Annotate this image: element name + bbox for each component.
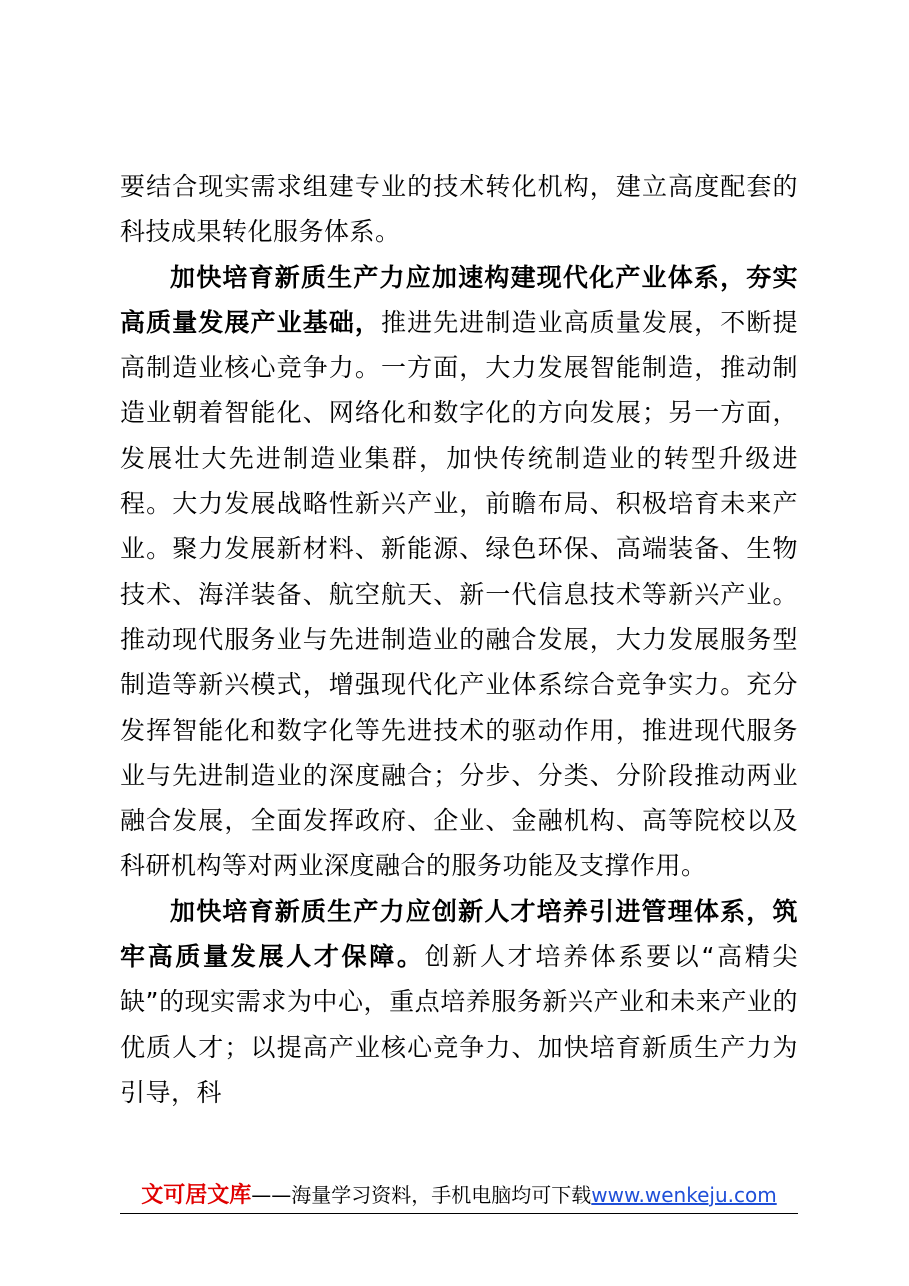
paragraph-lead: 加快培育新质生产力应创新人才培养引进管理体系，筑牢高质量发展人才保障。 <box>120 896 798 972</box>
footer-line <box>120 1180 798 1211</box>
page-footer <box>120 1180 798 1214</box>
paragraph-talent-system <box>120 889 798 1115</box>
footer-divider <box>120 1213 798 1214</box>
footer-brand: 文可居文库 <box>141 1183 252 1208</box>
paragraph-text: 推进先进制造业高质量发展，不断提高制造业核心竞争力。一方面，大力发展智能制造，推动制造业朝着智能化、网络化和数字化的方向发展；另一方面，发展壮大先进制造业集群，加快传统制造业的转型升级进程。大力发展战略性新兴产业，前瞻布局、积极培育未来产业。聚力发展新材料、新能源、绿色环保、高端装备、生物技术、海洋装备、航空航天、新一代信息技术等新兴产业。推动现代服务业与先进制造业的融合发展，大力发展服务型制造等新兴模式，增强现代化产业体系综合竞争实力。充分发挥智能化和数字化等先进技术的驱动作用，推进现代服务业与先进制造业的深度融合；分步、分类、分阶段推动两业融合发展，全面发挥政府、企业、金融机构、高等院校以及科研机构等对两业深度融合的服务功能及支撑作用。 <box>120 307 798 881</box>
paragraph-text: 要结合现实需求组建专业的技术转化机构，建立高度配套的科技成果转化服务体系。 <box>120 172 798 247</box>
footer-slogan: ——海量学习资料，手机电脑均可下载 <box>251 1183 592 1207</box>
paragraph-lead: 加快培育新质生产力应加速构建现代化产业体系，夯实高质量发展产业基础， <box>120 262 798 337</box>
paragraph-text: 创新人才培养体系要以“高精尖缺”的现实需求为中心，重点培养服务新兴产业和未来产业的优质人才；以提高产业核心竞争力、加快培育新质生产力为引导，科 <box>120 942 798 1107</box>
paragraph-industry-system <box>120 255 798 889</box>
document-body <box>120 164 798 1115</box>
footer-url-link[interactable]: www.wenkeju.com <box>591 1183 777 1207</box>
paragraph-continuation <box>120 164 798 255</box>
